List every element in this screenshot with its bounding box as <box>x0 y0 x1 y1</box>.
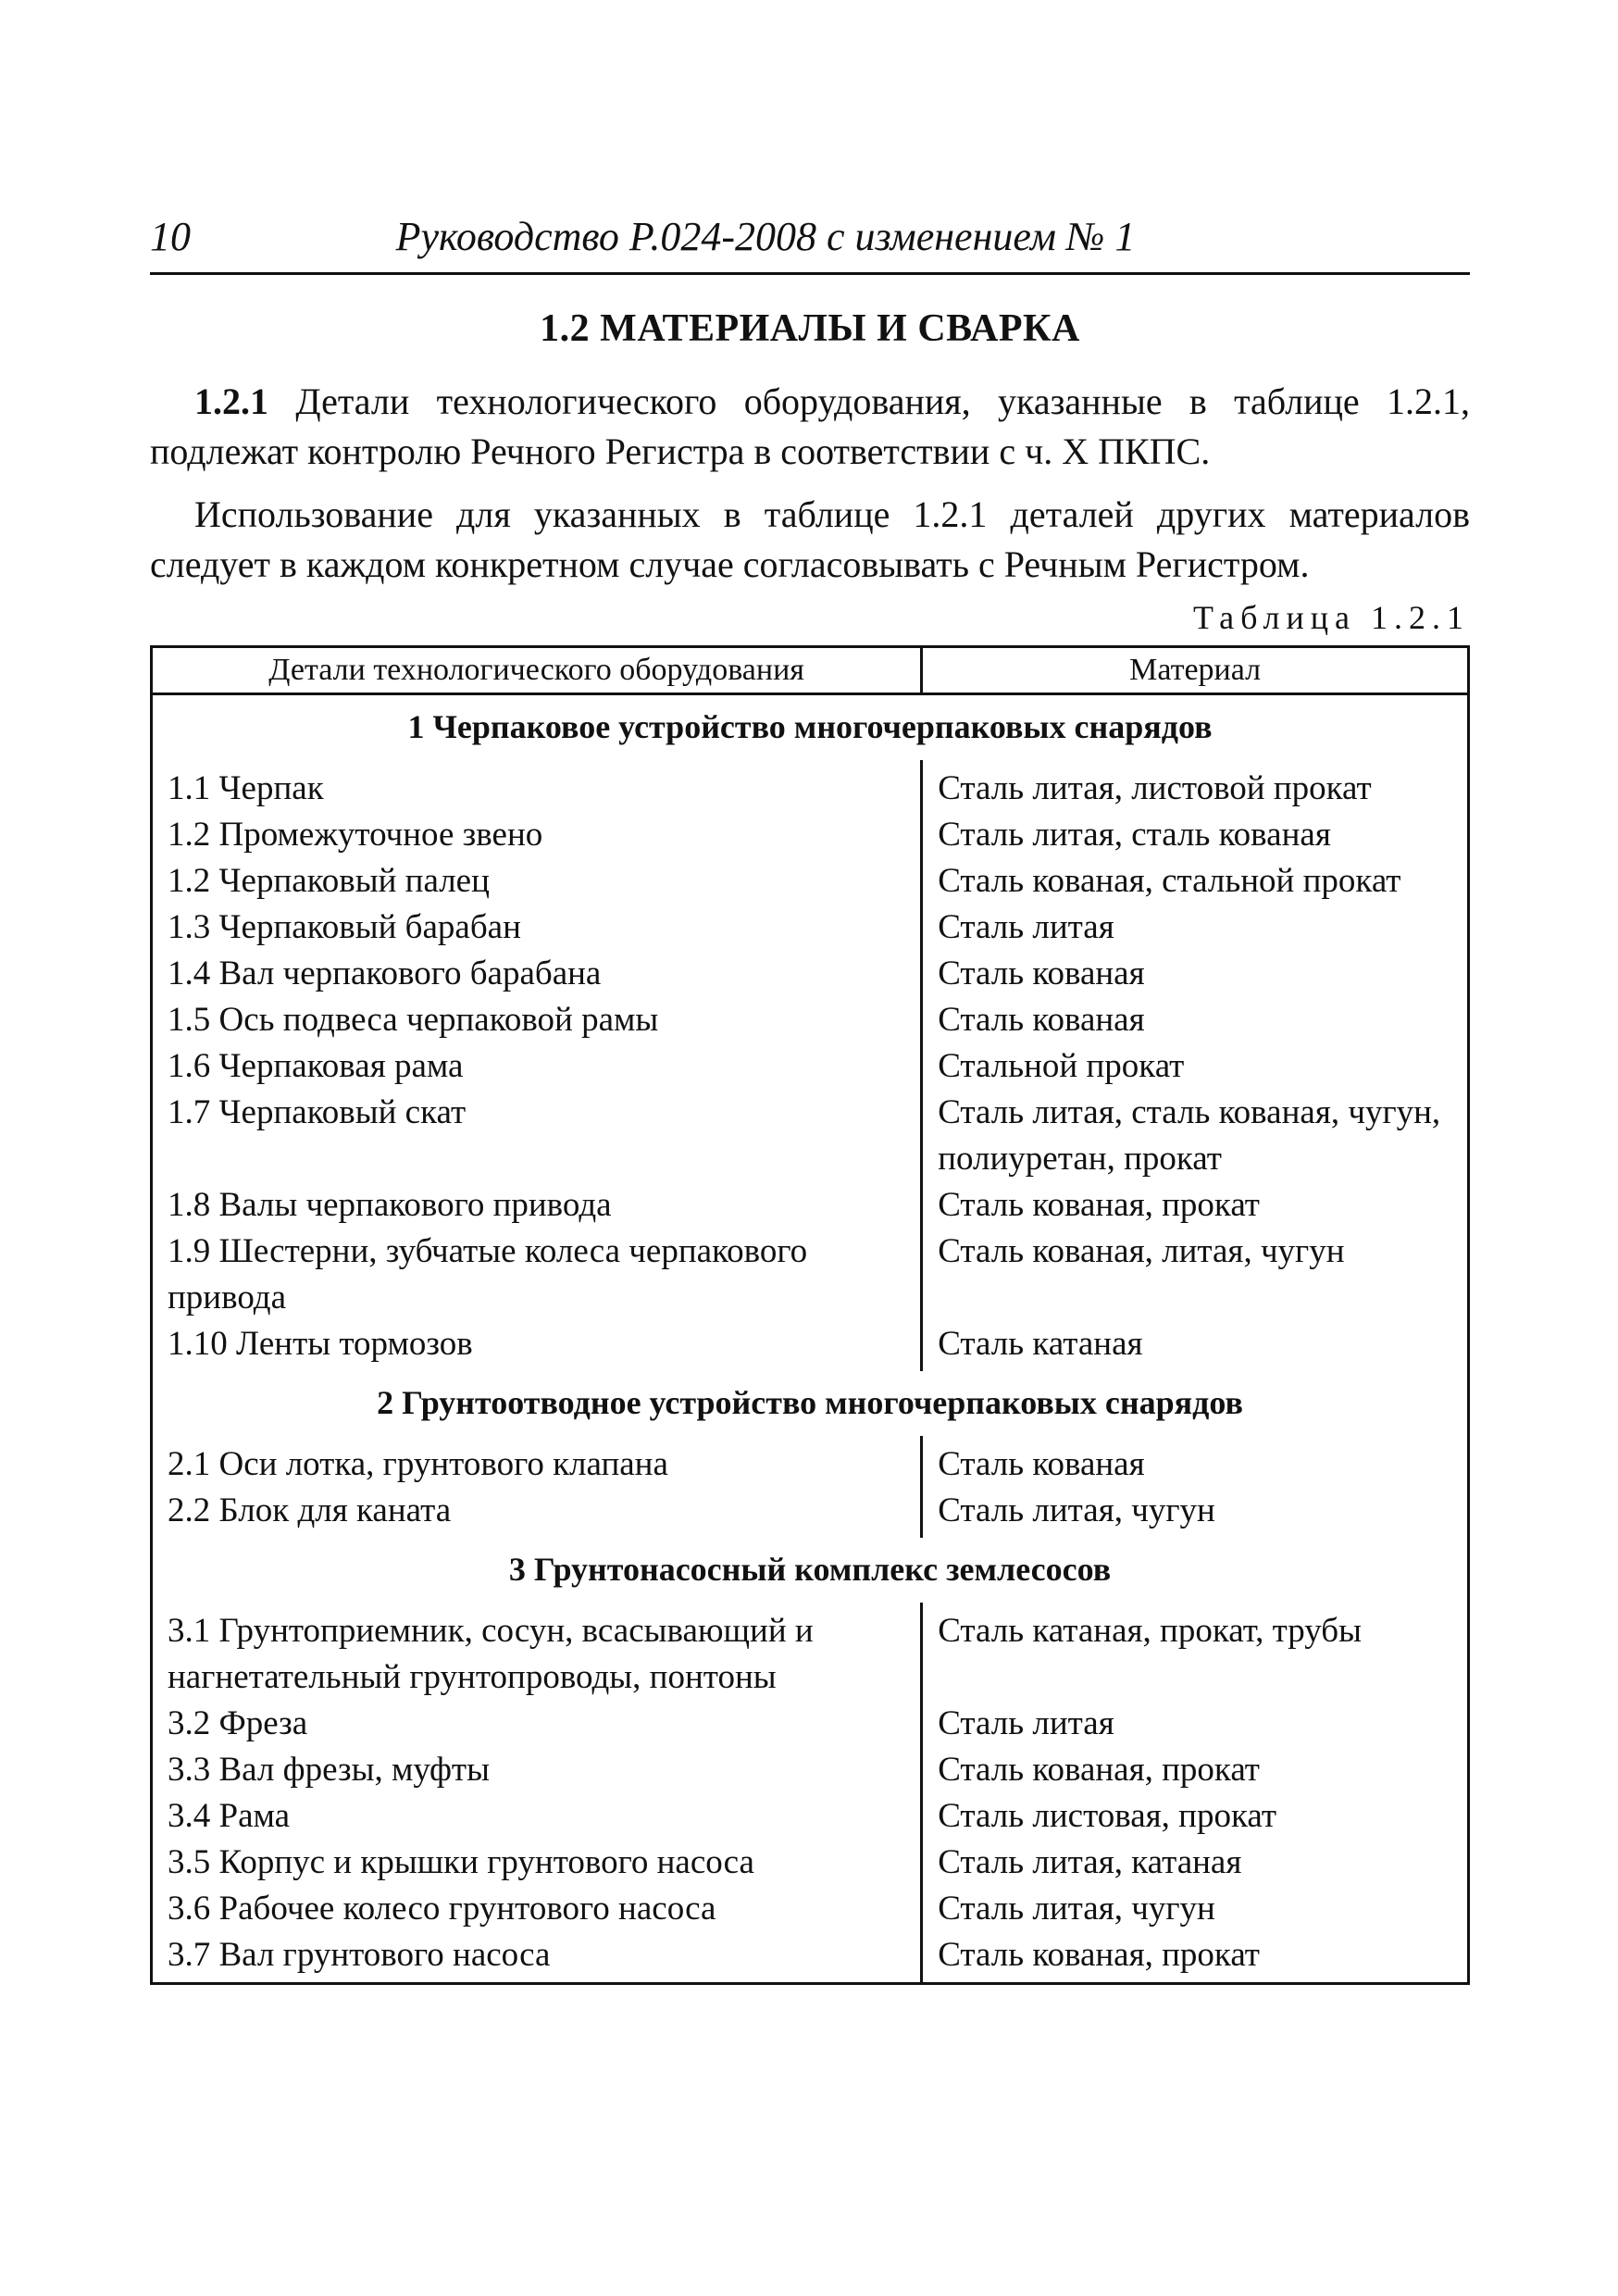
part-cell: 2.2 Блок для каната <box>152 1488 922 1538</box>
table-row <box>152 905 1469 951</box>
table-row <box>152 1090 1469 1182</box>
part-cell: 1.9 Шестерни, зубчатые колеса черпакового привода <box>152 1229 922 1321</box>
group-title: 2 Грунтоотводное устройство многочерпаковых снарядов <box>377 1384 1243 1421</box>
part-cell: 3.5 Корпус и крышки грунтового насоса <box>152 1840 922 1886</box>
table-row <box>152 1603 1469 1701</box>
group-title: 1 Черпаковое устройство многочерпаковых снарядов <box>407 708 1213 745</box>
table-header-row <box>152 647 1469 694</box>
table-row <box>152 1043 1469 1090</box>
table-row <box>152 760 1469 812</box>
table-row <box>152 1840 1469 1886</box>
material-cell: Сталь кованая, прокат <box>938 1186 1260 1224</box>
table-row <box>152 1229 1469 1321</box>
table-row <box>152 858 1469 905</box>
table-group-header <box>152 1538 1469 1603</box>
material-cell: Сталь литая, катаная <box>938 1843 1242 1881</box>
material-cell: Стальной прокат <box>938 1047 1185 1085</box>
material-cell: Сталь кованая <box>938 955 1145 992</box>
material-cell: Сталь литая <box>938 1704 1114 1742</box>
paragraph-1 <box>150 377 1470 477</box>
table-row <box>152 1793 1469 1840</box>
material-cell: Сталь литая, чугун <box>938 1890 1215 1928</box>
table-group-header <box>152 694 1469 761</box>
part-cell: 3.4 Рама <box>152 1793 922 1840</box>
table-row <box>152 812 1469 858</box>
table-body <box>152 694 1469 1984</box>
table-row <box>152 1701 1469 1747</box>
section-title: 1.2 МАТЕРИАЛЫ И СВАРКА <box>540 307 1080 350</box>
material-cell: Сталь кованая, прокат <box>938 1936 1260 1974</box>
paragraph-text: Использование для указанных в таблице 1.2.1 деталей других материалов следует в каждом конкретном случае согласовывать с Речным Регистром. <box>150 493 1470 585</box>
part-cell: 1.1 Черпак <box>152 760 922 812</box>
table-row <box>152 1182 1469 1229</box>
part-cell: 1.5 Ось подвеса черпаковой рамы <box>152 997 922 1043</box>
paragraph-number: 1.2.1 <box>194 381 268 422</box>
material-cell: Сталь литая <box>938 908 1114 946</box>
part-cell: 1.2 Промежуточное звено <box>152 812 922 858</box>
page-number: 10 <box>150 214 191 259</box>
part-cell: 3.2 Фреза <box>152 1701 922 1747</box>
table-row <box>152 1488 1469 1538</box>
part-cell: 1.4 Вал черпакового барабана <box>152 951 922 997</box>
material-cell: Сталь катаная <box>938 1325 1143 1363</box>
table-row <box>152 1886 1469 1932</box>
material-cell: Сталь литая, чугун <box>938 1491 1215 1529</box>
running-header <box>150 211 1470 275</box>
material-cell: Сталь листовая, прокат <box>938 1797 1277 1835</box>
part-cell: 3.3 Вал фрезы, муфты <box>152 1747 922 1793</box>
material-cell: Сталь кованая <box>938 1445 1145 1483</box>
table-row <box>152 1321 1469 1371</box>
part-cell: 3.6 Рабочее колесо грунтового насоса <box>152 1886 922 1932</box>
group-title: 3 Грунтонасосный комплекс землесосов <box>508 1551 1112 1588</box>
paragraph-2 <box>150 490 1470 590</box>
table-row <box>152 997 1469 1043</box>
part-cell: 1.10 Ленты тормозов <box>152 1321 922 1371</box>
page <box>150 211 1470 1985</box>
part-cell: 1.2 Черпаковый палец <box>152 858 922 905</box>
table-caption: Таблица 1.2.1 <box>1193 599 1470 636</box>
part-cell: 3.1 Грунтоприемник, сосун, всасывающий и нагнетательный грунтопроводы, понтоны <box>152 1603 922 1701</box>
table-row <box>152 1747 1469 1793</box>
material-cell: Сталь литая, сталь кованая <box>938 816 1331 854</box>
part-cell: 1.7 Черпаковый скат <box>152 1090 922 1182</box>
part-cell: 2.1 Оси лотка, грунтового клапана <box>152 1436 922 1488</box>
part-cell: 3.7 Вал грунтового насоса <box>152 1932 922 1984</box>
material-cell: Сталь кованая <box>938 1001 1145 1039</box>
materials-table <box>150 645 1470 1985</box>
material-cell: Сталь литая, сталь кованая, чугун, полиуретан, прокат <box>938 1093 1441 1178</box>
table-row <box>152 1436 1469 1488</box>
material-cell: Сталь литая, листовой прокат <box>938 769 1372 807</box>
column-header-parts: Детали технологического оборудования <box>152 647 922 694</box>
material-cell: Сталь кованая, прокат <box>938 1751 1260 1789</box>
table-group-header <box>152 1371 1469 1436</box>
column-header-material: Материал <box>922 647 1469 694</box>
part-cell: 1.3 Черпаковый барабан <box>152 905 922 951</box>
part-cell: 1.6 Черпаковая рама <box>152 1043 922 1090</box>
material-cell: Сталь кованая, стальной прокат <box>938 862 1401 900</box>
table-row <box>152 951 1469 997</box>
table-row <box>152 1932 1469 1984</box>
material-cell: Сталь катаная, прокат, трубы <box>938 1612 1362 1650</box>
material-cell: Сталь кованая, литая, чугун <box>938 1232 1345 1270</box>
paragraph-text: Детали технологического оборудования, указанные в таблице 1.2.1, подлежат контролю Речного Регистра в соответствии с ч. X ПКПС. <box>150 381 1470 472</box>
document-title: Руководство Р.024-2008 с изменением № 1 <box>395 214 1136 259</box>
part-cell: 1.8 Валы черпакового привода <box>152 1182 922 1229</box>
